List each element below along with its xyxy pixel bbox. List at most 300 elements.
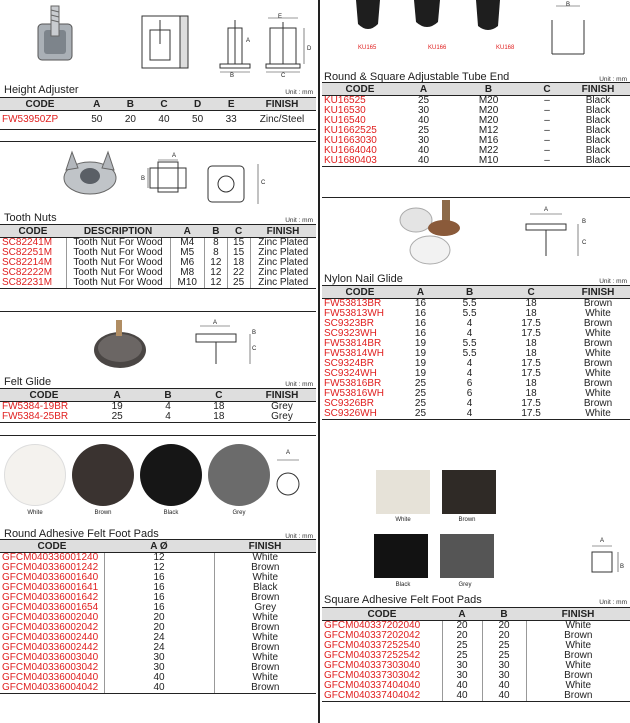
cell: 40 — [482, 691, 526, 702]
cell: Black — [253, 582, 278, 593]
dim-label-a: A — [286, 450, 291, 456]
section-title: Round Adhesive Felt Foot Pads — [4, 528, 159, 540]
dim-label-b: B — [230, 73, 235, 79]
tooth-nut-diagram — [146, 158, 274, 206]
dim-label-c: C — [281, 73, 286, 79]
col-header: E — [214, 98, 248, 111]
dim-label-b: B — [141, 176, 146, 182]
cell: 19 — [414, 348, 427, 359]
cell: Brown — [583, 318, 613, 329]
cell: 40 — [104, 673, 214, 683]
cell: 4 — [146, 412, 189, 423]
table-row — [322, 156, 630, 167]
cell: Grey — [248, 412, 316, 423]
tooth-nuts-table — [0, 224, 316, 289]
cell: 5.5 — [462, 308, 477, 319]
height-adjuster-table — [0, 97, 316, 130]
cell: 16 — [104, 593, 214, 603]
cell: 20 — [104, 613, 214, 623]
product-code: GFCM040337303040 — [322, 661, 442, 671]
cell: 40 — [442, 681, 482, 691]
unit-label: Unit : mm — [599, 599, 627, 606]
cell: Black — [585, 125, 611, 136]
cell: M20 — [478, 95, 499, 106]
cell: Zinc Plated — [258, 247, 309, 258]
col-header: B — [146, 389, 189, 402]
cell: 25 — [482, 651, 526, 661]
height-adjuster-section — [0, 0, 316, 139]
col-header: FINISH — [248, 98, 316, 111]
cell: 19 — [111, 401, 123, 412]
col-header: A Ø — [104, 540, 214, 553]
tube-end-photos — [350, 0, 510, 40]
cell: 40 — [442, 691, 482, 702]
product-code: SC9324BR — [324, 358, 375, 369]
product-code: GFCM040337202040 — [322, 621, 442, 632]
tooth-nut-photo — [60, 148, 120, 200]
col-header: C — [227, 225, 250, 238]
swatch-label: White — [27, 510, 43, 516]
cell: White — [565, 680, 592, 691]
cell: 16 — [414, 308, 427, 319]
cell: Black — [585, 95, 611, 106]
dim-label-a: A — [246, 38, 251, 44]
product-code: GFCM040336002042 — [0, 623, 104, 633]
cell: 20 — [482, 621, 526, 632]
product-code: SC9326BR — [324, 398, 375, 409]
cell: Zinc Plated — [258, 237, 309, 248]
cell: 16 — [104, 573, 214, 583]
cell: M20 — [478, 115, 499, 126]
table-row — [0, 111, 316, 130]
product-code: SC82251M — [0, 248, 66, 258]
cell: 6 — [466, 378, 473, 389]
felt-glide-section — [0, 311, 316, 434]
product-code: KU16540 — [324, 115, 366, 126]
cell: Black — [585, 115, 611, 126]
cell: Tooth Nut For Wood — [66, 248, 170, 258]
cell: M8 — [170, 268, 204, 278]
product-code: GFCM040337404042 — [322, 691, 442, 702]
product-code: SC82241M — [0, 238, 66, 249]
cell: M12 — [478, 125, 499, 136]
col-header: CODE — [0, 225, 66, 238]
product-code: KU1680403 — [322, 156, 398, 167]
swatch-label: Grey — [232, 510, 246, 516]
cell: M5 — [170, 248, 204, 258]
section-title: Round & Square Adjustable Tube End — [324, 71, 510, 83]
section-title: Height Adjuster — [4, 84, 79, 96]
cell: 17.5 — [496, 409, 566, 420]
product-code: GFCM040336004042 — [0, 683, 104, 694]
cell: – — [544, 115, 550, 126]
cell: 19 — [414, 368, 427, 379]
product-code: GFCM040337303042 — [322, 671, 442, 681]
tooth-nuts-title-row — [0, 208, 316, 224]
cell: 30 — [104, 653, 214, 663]
cell: White — [252, 632, 279, 643]
product-code: GFCM040336001240 — [0, 553, 104, 564]
product-code: KU1663030 — [324, 135, 377, 146]
cell: White — [252, 672, 279, 683]
cell: Black — [585, 135, 611, 146]
swatch-label: Brown — [94, 510, 112, 516]
tooth-nuts-section — [0, 141, 316, 309]
cell: Brown — [583, 298, 613, 309]
felt-square-white — [376, 470, 430, 514]
cell: 8 — [204, 238, 227, 249]
product-code: GFCM040336002040 — [0, 613, 104, 623]
cell: Brown — [583, 338, 613, 349]
product-code: KU16530 — [324, 105, 366, 116]
cell: White — [565, 660, 592, 671]
dim-label-a: A — [213, 320, 218, 326]
cell: 33 — [214, 111, 248, 130]
cell: 16 — [104, 583, 214, 593]
cell: 18 — [190, 412, 248, 423]
cell: 16 — [414, 318, 427, 329]
product-code: FW5384-25BR — [0, 412, 88, 423]
cell: – — [544, 95, 550, 106]
product-code: GFCM040337202042 — [322, 631, 442, 641]
dim-label-d: D — [307, 46, 312, 52]
product-code: GFCM040337404040 — [322, 681, 442, 691]
felt-glide-diagram — [190, 322, 280, 366]
cell: 30 — [482, 671, 526, 681]
cell: Zinc Plated — [258, 267, 309, 278]
cell: 4 — [466, 398, 473, 409]
cell: 18 — [525, 388, 537, 399]
product-code: SC9323WH — [324, 328, 377, 339]
cell: White — [585, 368, 611, 379]
nylon-glide-section — [322, 197, 630, 463]
tube-end-title-row — [322, 67, 630, 83]
cell: 24 — [104, 633, 214, 643]
cell: Brown — [583, 378, 613, 389]
cell: 25 — [398, 409, 443, 420]
cell: 30 — [482, 661, 526, 671]
product-code: SC9323BR — [324, 318, 375, 329]
col-header: C — [190, 389, 248, 402]
product-code: FW53950ZP — [0, 111, 80, 130]
cell: Brown — [251, 562, 280, 573]
cell: Brown — [526, 691, 630, 702]
product-code: SC82231M — [0, 278, 66, 289]
swatch-label: Black — [395, 582, 411, 588]
felt-swatch-brown — [72, 444, 134, 506]
cell: 18 — [525, 348, 537, 359]
tube-end-dimension-drawing — [548, 0, 588, 60]
cell: M10 — [170, 278, 204, 289]
swatch-label: Black — [163, 510, 179, 516]
col-header: FINISH — [250, 225, 316, 238]
cell: 22 — [227, 268, 250, 278]
cell: 30 — [417, 105, 430, 116]
section-title: Nylon Nail Glide — [324, 273, 403, 285]
cell: Brown — [564, 670, 593, 681]
cell: 4 — [466, 358, 473, 369]
nylon-glide-table — [322, 285, 630, 420]
cell: Tooth Nut For Wood — [66, 268, 170, 278]
table-header — [0, 225, 316, 238]
cell: 4 — [466, 368, 473, 379]
cell: White — [585, 388, 611, 399]
table-row — [0, 412, 316, 423]
product-code: GFCM040336001242 — [0, 563, 104, 573]
nylon-glide-dimension-drawing — [522, 208, 592, 258]
cell: 20 — [442, 621, 482, 632]
cell: – — [544, 125, 550, 136]
product-code: FW53814BR — [324, 338, 382, 349]
cell: 40 — [417, 115, 430, 126]
cell: 16 — [414, 298, 427, 309]
cell: 16 — [414, 328, 427, 339]
dim-label-e: E — [278, 14, 283, 20]
dim-label-b: B — [582, 219, 587, 225]
cell: 19 — [414, 338, 427, 349]
cell: 15 — [227, 238, 250, 249]
square-felt-table — [322, 607, 630, 702]
cell: Grey — [271, 401, 293, 412]
square-felt-section — [322, 464, 630, 723]
dim-label-c: C — [261, 180, 266, 186]
cell: 12 — [104, 563, 214, 573]
felt-square-grey — [440, 534, 494, 578]
table-header — [322, 83, 630, 96]
cell: White — [585, 348, 611, 359]
cell: M10 — [449, 156, 528, 167]
cell: 4 — [165, 401, 171, 412]
product-code: KU1662525 — [324, 125, 377, 136]
cell: Brown — [564, 650, 593, 661]
cell: Brown — [214, 683, 316, 694]
cell: 5.5 — [462, 298, 477, 309]
dim-label-c: C — [582, 240, 587, 246]
cell: 18 — [213, 401, 225, 412]
unit-label: Unit : mm — [285, 89, 313, 96]
col-header: B — [204, 225, 227, 238]
product-code: FW53814WH — [324, 348, 385, 359]
product-code: FW53816BR — [324, 378, 382, 389]
cell: Black — [566, 156, 630, 167]
cell: White — [585, 328, 611, 339]
height-adjuster-dimension-drawing — [208, 14, 312, 76]
col-header: FINISH — [248, 389, 316, 402]
col-header: C — [147, 98, 181, 111]
product-code: GFCM040336001640 — [0, 573, 104, 583]
cell: 8 — [204, 248, 227, 258]
dim-label-b: B — [566, 2, 571, 8]
cell: 6 — [466, 388, 473, 399]
felt-square-brown — [442, 470, 496, 514]
dim-label-b: B — [252, 330, 257, 336]
swatch-label: White — [395, 517, 411, 523]
cell: Brown — [251, 642, 280, 653]
cell: Zinc Plated — [250, 278, 316, 289]
col-header: B — [449, 83, 528, 96]
cell: 25 — [88, 412, 146, 423]
table-row — [322, 691, 630, 702]
product-code: FW5384-19BR — [2, 401, 69, 412]
cell: Zinc/Steel — [248, 111, 316, 130]
cell: – — [544, 145, 550, 156]
col-header: CODE — [322, 83, 398, 96]
felt-swatch-black — [140, 444, 202, 506]
col-header: FINISH — [526, 608, 630, 621]
product-code: SC9324WH — [324, 368, 377, 379]
cell: 20 — [114, 111, 148, 130]
product-code: GFCM040336003042 — [0, 663, 104, 673]
table-row — [322, 409, 630, 420]
cell: 12 — [204, 278, 227, 289]
table-header — [0, 540, 316, 553]
cell: 15 — [227, 248, 250, 258]
cell: 17.5 — [521, 368, 541, 379]
product-code: GFCM040336003040 — [0, 653, 104, 663]
round-felt-section — [0, 435, 316, 723]
product-code: SC82214M — [0, 258, 66, 268]
table-row — [0, 278, 316, 289]
table-row — [0, 683, 316, 694]
height-adjuster-title-row — [0, 80, 316, 96]
col-header: D — [181, 98, 215, 111]
cell: 25 — [417, 125, 430, 136]
cell: White — [252, 572, 279, 583]
cell: Tooth Nut For Wood — [66, 238, 170, 249]
cell: Brown — [251, 662, 280, 673]
cell: White — [585, 308, 611, 319]
cell: 40 — [147, 111, 181, 130]
unit-label: Unit : mm — [285, 381, 313, 388]
square-pad-dimension-drawing — [588, 542, 624, 578]
cell: 50 — [80, 111, 114, 130]
cell: Brown — [564, 630, 593, 641]
cell: 17.5 — [521, 328, 541, 339]
tube-end-section — [322, 0, 630, 196]
cell: M4 — [170, 238, 204, 249]
col-header: FINISH — [566, 83, 630, 96]
table-header — [0, 98, 316, 111]
cell: Black — [585, 145, 611, 156]
cell: 30 — [442, 661, 482, 671]
cell: M16 — [478, 135, 499, 146]
product-code: GFCM040337252542 — [322, 651, 442, 661]
swatch-label: Brown — [458, 517, 476, 523]
dim-label-a: A — [172, 153, 177, 159]
felt-glide-title-row — [0, 372, 316, 388]
col-header: CODE — [0, 389, 88, 402]
col-header: A — [398, 83, 449, 96]
cell: – — [528, 156, 566, 167]
swatch-label: Grey — [458, 582, 472, 588]
product-caption: KU165 — [358, 45, 377, 51]
square-felt-title-row — [322, 590, 630, 606]
col-header: DESCRIPTION — [66, 225, 170, 238]
cell: Brown — [583, 398, 613, 409]
product-code: FW53813BR — [324, 298, 382, 309]
cell: Tooth Nut For Wood — [66, 278, 170, 289]
cell: 40 — [104, 683, 214, 694]
cell: M22 — [478, 145, 499, 156]
cell: 17.5 — [521, 318, 541, 329]
tube-end-table — [322, 82, 630, 167]
cell: White — [566, 409, 630, 420]
cell: White — [565, 640, 592, 651]
cell: 50 — [181, 111, 215, 130]
table-row — [322, 96, 630, 107]
product-caption: KU166 — [428, 45, 447, 51]
col-header: A — [442, 608, 482, 621]
cell: 18 — [525, 338, 537, 349]
product-code: GFCM040336002440 — [0, 633, 104, 643]
nylon-glide-title-row — [322, 269, 630, 285]
product-code: FW53813WH — [324, 308, 385, 319]
product-code: KU16525 — [324, 95, 366, 106]
height-adjuster-photo — [30, 6, 80, 66]
cell: 4 — [466, 318, 473, 329]
cell: 20 — [442, 631, 482, 641]
felt-glide-table — [0, 388, 316, 423]
cell: White — [565, 620, 592, 631]
cell: 40 — [417, 145, 430, 156]
col-header: FINISH — [566, 286, 630, 299]
section-title: Tooth Nuts — [4, 212, 57, 224]
cell: 30 — [417, 135, 430, 146]
table-header — [0, 389, 316, 402]
felt-swatch-white — [4, 444, 66, 506]
cell: 25 — [442, 641, 482, 651]
cell: Grey — [254, 602, 277, 613]
cell: 18 — [525, 298, 537, 309]
cell: 30 — [104, 663, 214, 673]
product-code: SC9326WH — [322, 409, 398, 420]
cell: 19 — [414, 358, 427, 369]
product-code: GFCM040337252540 — [322, 641, 442, 651]
col-header: B — [482, 608, 526, 621]
cell: 20 — [482, 631, 526, 641]
col-header: CODE — [0, 540, 104, 553]
table-header — [322, 286, 630, 299]
product-code: GFCM040336001654 — [0, 603, 104, 613]
cell: 4 — [443, 409, 496, 420]
round-felt-title-row — [0, 524, 316, 540]
cell: M6 — [170, 258, 204, 268]
cell: 25 — [227, 278, 250, 289]
cell: – — [544, 105, 550, 116]
col-header: B — [114, 98, 148, 111]
table-header — [322, 608, 630, 621]
cell: 25 — [482, 641, 526, 651]
col-header: A — [398, 286, 443, 299]
section-title: Felt Glide — [4, 376, 52, 388]
cell: White — [252, 652, 279, 663]
round-felt-table — [0, 539, 316, 694]
dim-label-a: A — [544, 207, 549, 213]
col-header: A — [88, 389, 146, 402]
nylon-glide-photo — [386, 200, 476, 266]
col-header: CODE — [322, 286, 398, 299]
cell: Black — [585, 105, 611, 116]
unit-label: Unit : mm — [285, 533, 313, 540]
column-divider — [318, 0, 320, 723]
cell: 12 — [104, 553, 214, 564]
cell: Tooth Nut For Wood — [66, 258, 170, 268]
cell: Zinc Plated — [258, 257, 309, 268]
cell: 25 — [417, 95, 430, 106]
section-title: Square Adhesive Felt Foot Pads — [324, 594, 482, 606]
col-header: B — [443, 286, 496, 299]
unit-label: Unit : mm — [599, 76, 627, 83]
